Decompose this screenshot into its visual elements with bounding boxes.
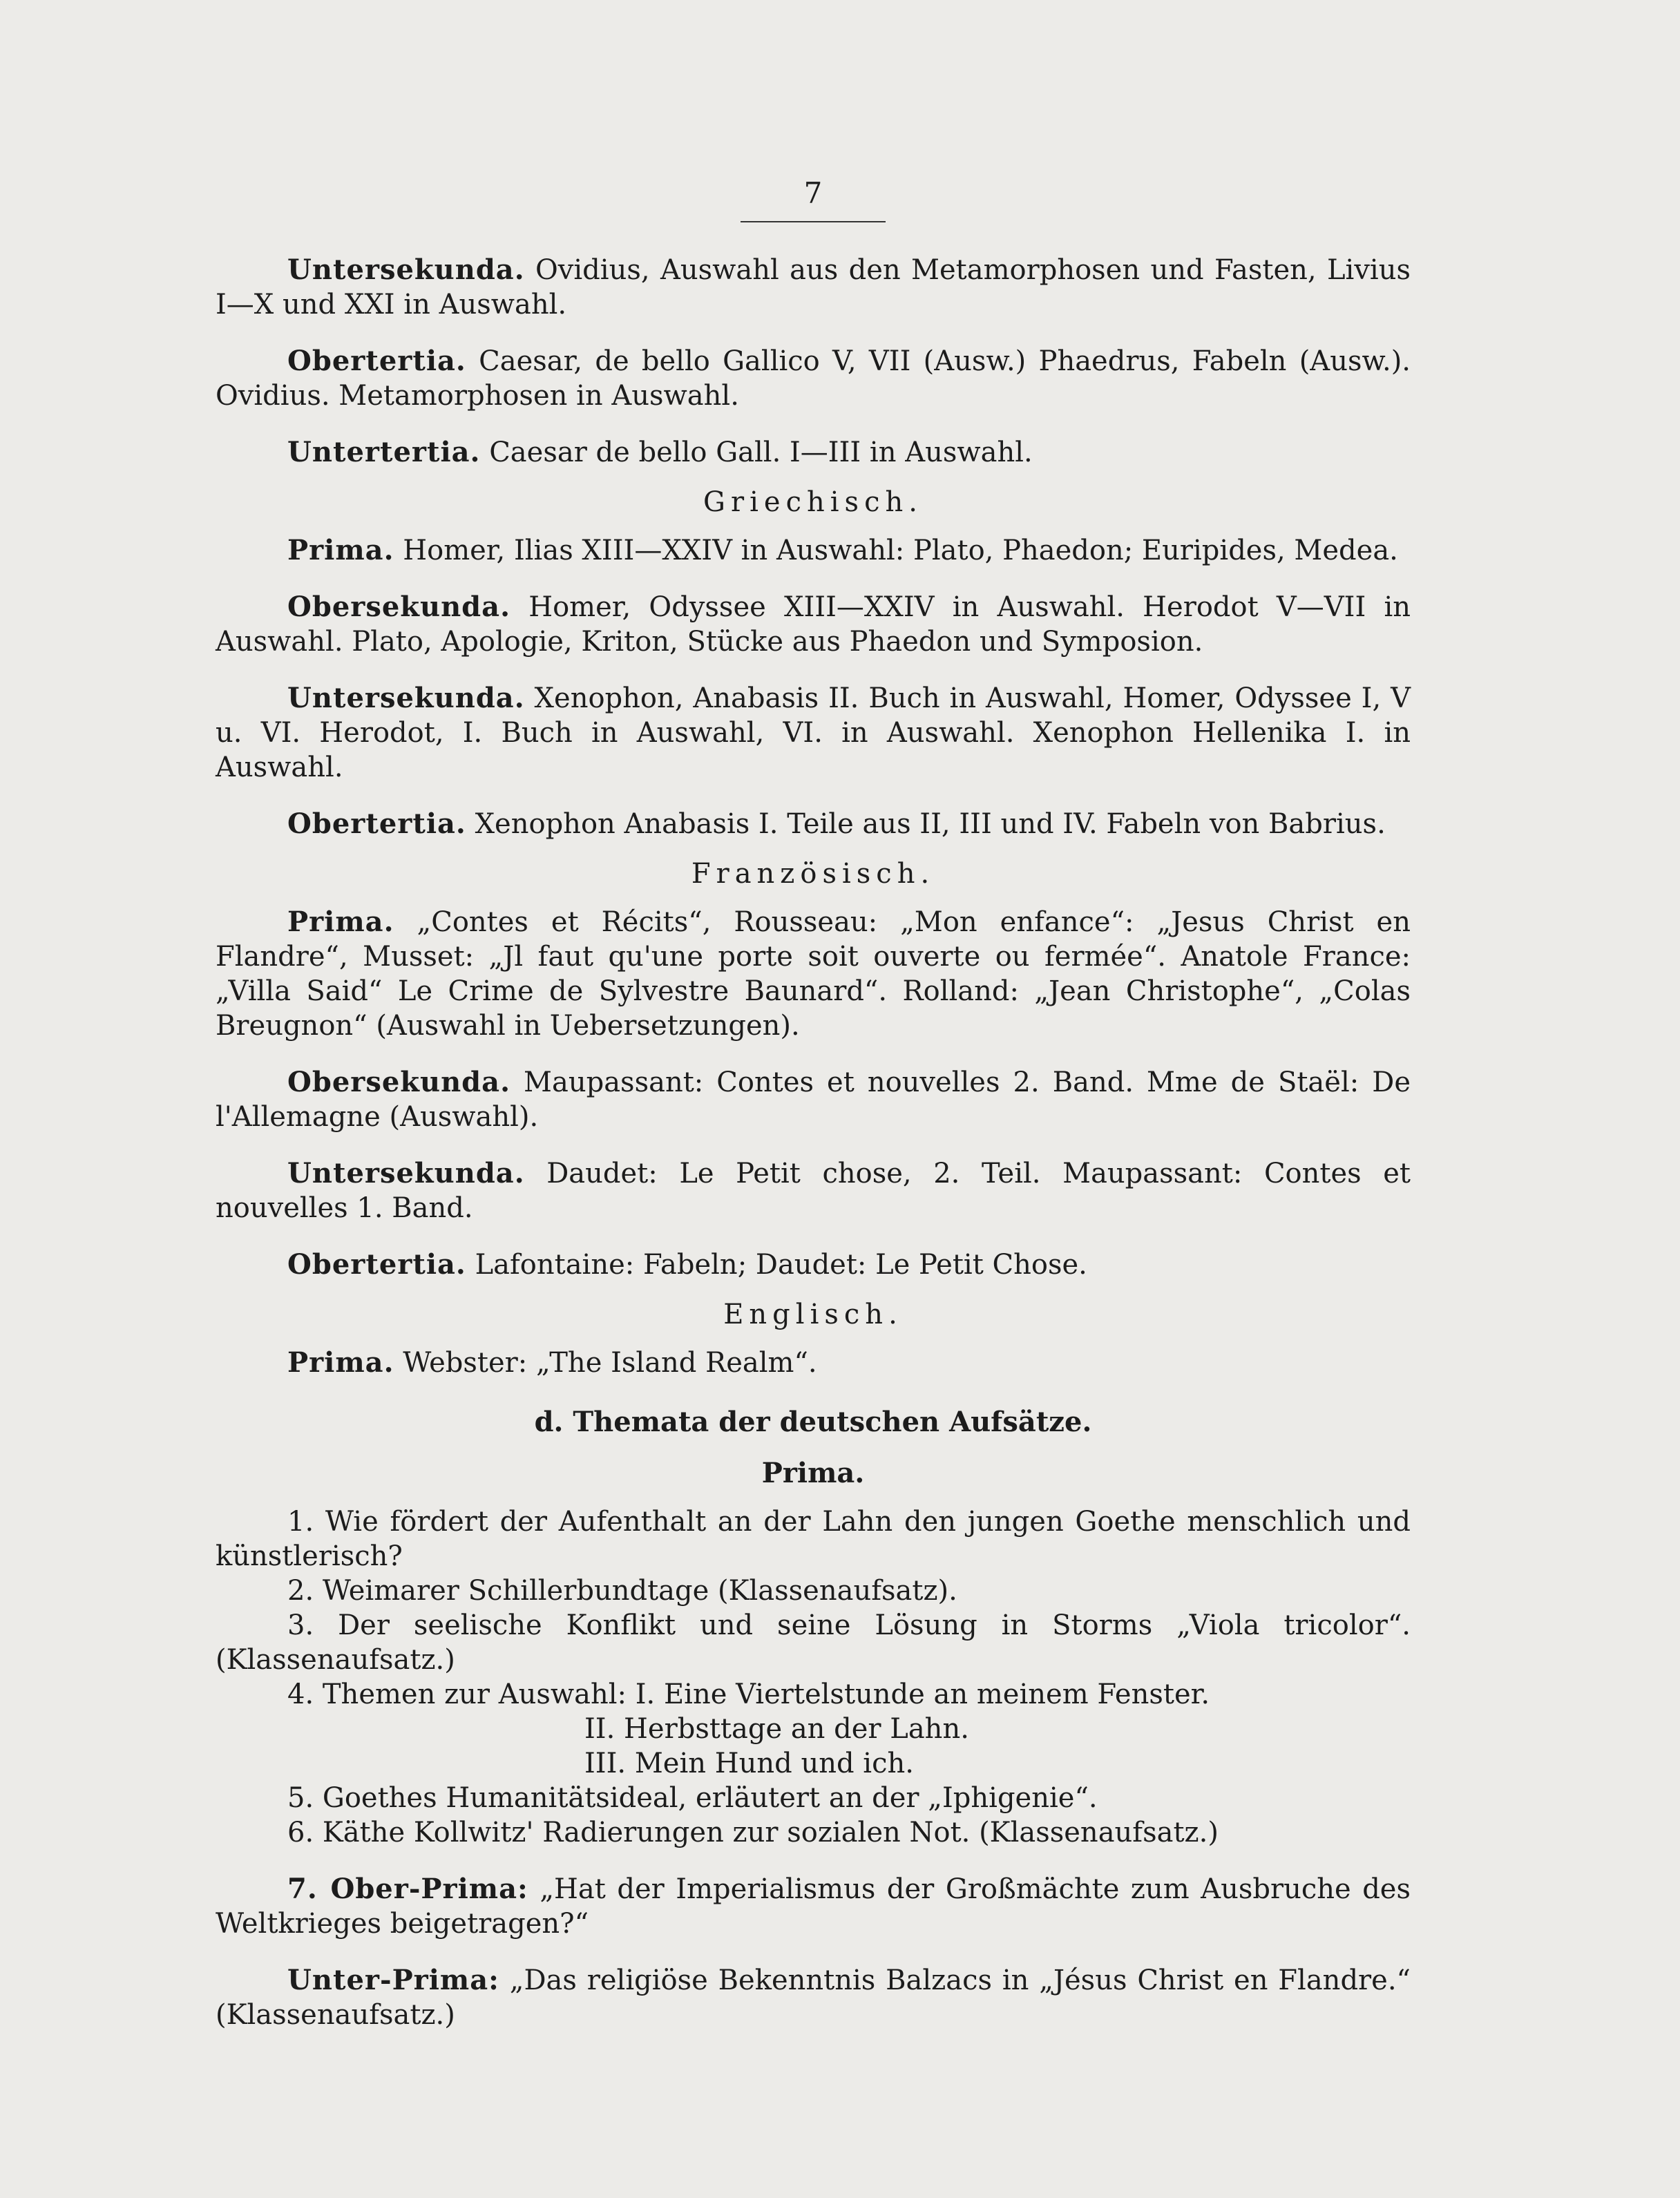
english-section — [216, 1297, 1411, 1380]
class-label: Prima. — [287, 906, 394, 938]
reading-text: Daudet: Le Petit chose, 2. Teil. Maupassant: Contes et nouvelles 1. Band. — [216, 1158, 1411, 1224]
essay-topic: 5. Goethes Humanitätsideal, erläutert an der „Iphigenie“. — [287, 1782, 1098, 1814]
class-label: Obertertia. — [287, 345, 466, 377]
french-section — [216, 857, 1411, 1282]
french-prima — [216, 905, 1411, 1043]
essay-topic: 4. Themen zur Auswahl: I. Eine Viertelstunde an meinem Fenster. — [287, 1679, 1210, 1710]
latin-untertertia — [216, 435, 1411, 470]
latin-untersekunda — [216, 253, 1411, 322]
section-title-english: Englisch. — [723, 1299, 903, 1330]
essay-unterprima — [216, 1963, 1411, 2032]
reading-text: Homer, Odyssee XIII—XXIV in Auswahl. Herodot V—VII in Auswahl. Plato, Apologie, Kriton, Stücke aus Phaedon und Symposion. — [216, 591, 1411, 658]
class-label: Obertertia. — [287, 807, 466, 840]
section-title-greek: Griechisch. — [703, 486, 923, 518]
reading-text: Lafontaine: Fabeln; Daudet: Le Petit Chose. — [475, 1249, 1087, 1281]
french-obersekunda — [216, 1065, 1411, 1134]
french-untersekunda — [216, 1156, 1411, 1225]
class-label: Obersekunda. — [287, 1066, 510, 1098]
essay-topic: 6. Käthe Kollwitz' Radierungen zur sozialen Not. (Klassenaufsatz.) — [287, 1817, 1219, 1848]
reading-text: Xenophon Anabasis I. Teile aus II, III und IV. Fabeln von Babrius. — [475, 808, 1386, 840]
class-label: Untersekunda. — [287, 1157, 525, 1189]
greek-prima — [216, 533, 1411, 568]
reading-text: Caesar, de bello Gallico V, VII (Ausw.) Phaedrus, Fabeln (Ausw.). Ovidius. Metamorphosen in Auswahl. — [216, 345, 1411, 412]
reading-text: Xenophon, Anabasis II. Buch in Auswahl, Homer, Odyssee I, V u. VI. Herodot, I. Buch in Auswahl, VI. in Auswahl. Xenophon Hellenika I. in Auswahl. — [216, 682, 1411, 783]
page-number-rule — [741, 221, 886, 222]
essay-topic: 2. Weimarer Schillerbundtage (Klassenaufsatz). — [287, 1575, 957, 1607]
reading-text: Caesar de bello Gall. I—III in Auswahl. — [489, 437, 1033, 468]
class-label: 7. Ober-Prima: — [287, 1873, 528, 1905]
reading-text: Homer, Ilias XIII—XXIV in Auswahl: Plato, Phaedon; Euripides, Medea. — [403, 535, 1398, 566]
essay-oberprima — [216, 1872, 1411, 1941]
latin-section — [216, 253, 1411, 470]
essay-topic-option: III. Mein Hund und ich. — [584, 1748, 914, 1779]
essay-topic: 3. Der seelische Konflikt und seine Lösung in Storms „Viola tricolor“. (Klassenaufsatz.) — [216, 1609, 1411, 1676]
essay-text: „Das religiöse Bekenntnis Balzacs in „Jésus Christ en Flandre.“ (Klassenaufsatz.) — [216, 1965, 1411, 2031]
french-obertertia — [216, 1248, 1411, 1282]
reading-text: Maupassant: Contes et nouvelles 2. Band. Mme de Staël: De l'Allemagne (Auswahl). — [216, 1067, 1411, 1133]
essay-text: „Hat der Imperialismus der Großmächte zum Ausbruche des Weltkrieges beigetragen?“ — [216, 1873, 1411, 1940]
reading-text: Webster: „The Island Realm“. — [403, 1347, 817, 1379]
class-label: Untersekunda. — [287, 254, 525, 286]
class-label: Unter-Prima: — [287, 1964, 499, 1996]
class-label: Obersekunda. — [287, 591, 510, 623]
essay-topics-title: d. Themata der deutschen Aufsätze. — [534, 1406, 1092, 1438]
class-label: Prima. — [287, 534, 394, 566]
page-number: 7 — [803, 176, 823, 210]
class-label: Untersekunda. — [287, 682, 525, 714]
class-label: Prima. — [287, 1346, 394, 1379]
greek-obertertia — [216, 807, 1411, 841]
greek-obersekunda — [216, 590, 1411, 659]
greek-untersekunda — [216, 681, 1411, 785]
essay-topic: 1. Wie fördert der Aufenthalt an der Lahn den jungen Goethe menschlich und künstlerisch? — [216, 1506, 1411, 1572]
section-title-french: Französisch. — [691, 858, 935, 890]
class-label: Untertertia. — [287, 436, 481, 468]
english-prima — [216, 1346, 1411, 1380]
essay-topic-option: II. Herbsttage an der Lahn. — [584, 1713, 969, 1745]
class-label: Obertertia. — [287, 1248, 466, 1281]
reading-text: „Contes et Récits“, Rousseau: „Mon enfance“: „Jesus Christ en Flandre“, Musset: „Jl faut qu'une porte soit ouverte ou fermée“. Anatole France: „Villa Said“ Le Crime de Sylvestre Baunard“. Rolland: „Jean Christophe“, „Colas Breugnon“ (Auswahl in Uebersetzungen). — [216, 906, 1411, 1042]
latin-obertertia — [216, 344, 1411, 413]
greek-section — [216, 485, 1411, 841]
essay-topics-section — [216, 1405, 1411, 2032]
reading-text: Ovidius, Auswahl aus den Metamorphosen und Fasten, Livius I—X und XXI in Auswahl. — [216, 254, 1411, 321]
essay-topics-subtitle: Prima. — [761, 1457, 865, 1489]
